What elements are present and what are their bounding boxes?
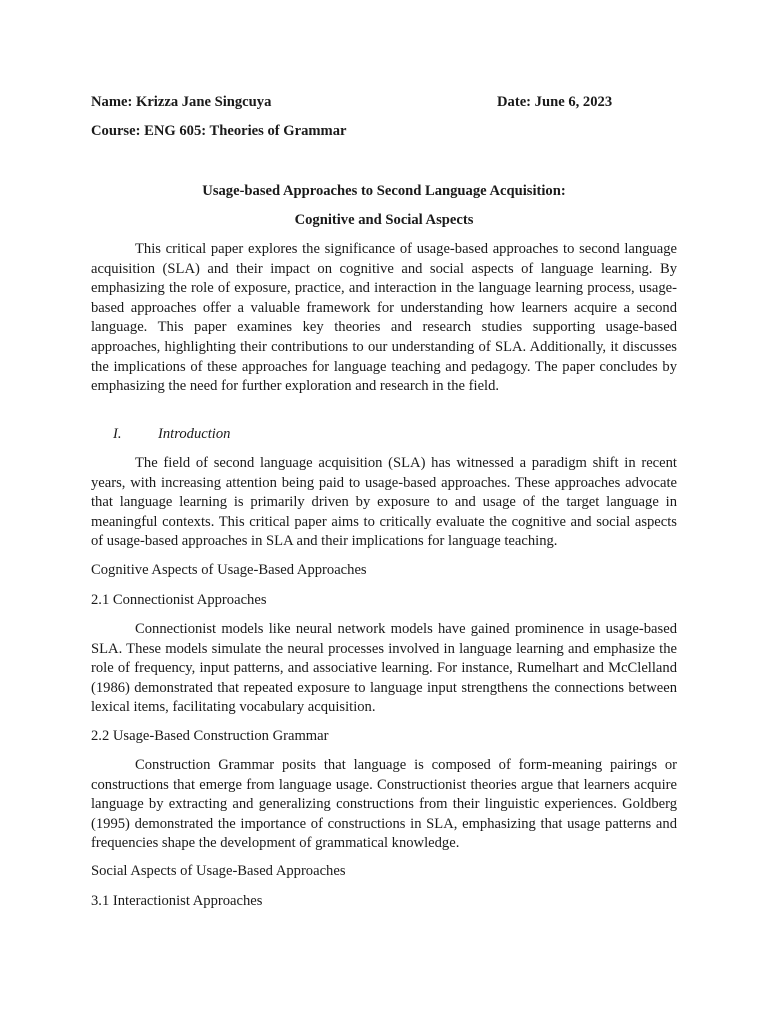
section-title: Introduction	[158, 426, 231, 442]
subsection-heading-construction-grammar: 2.2 Usage-Based Construction Grammar	[91, 728, 329, 744]
section-heading-cognitive: Cognitive Aspects of Usage-Based Approaches	[91, 562, 367, 578]
introduction-paragraph: The field of second language acquisition (SLA) has witnessed a paradigm shift in recent years, with increasing attention being paid to usage-based approaches. These approaches advocate that language learning is primarily driven by exposure to and usage of the target language in meaningful contexts. This critical paper aims to critically evaluate the cognitive and social aspects of usage-based approaches in SLA and their implications for language teaching.	[91, 455, 677, 550]
abstract-paragraph: This critical paper explores the significance of usage-based approaches to second language acquisition (SLA) and their impact on cognitive and social aspects of language learning. By emphasizing the role of exposure, practice, and interaction in the language learning process, usage-based approaches offer a valuable framework for understanding how learners acquire a second language. This paper examines key theories and research studies supporting usage-based approaches, highlighting their contributions to our understanding of SLA. Additionally, it discusses the implications of these approaches for language teaching and pedagogy. The paper concludes by emphasizing the need for further exploration and research in the field.	[91, 241, 677, 395]
section-heading-introduction	[113, 425, 230, 445]
construction-grammar-paragraph: Construction Grammar posits that language is composed of form-meaning pairings or constructions that emerge from language usage. Constructionist theories argue that learners acquire language by extracting and generalizing constructions from their linguistic experiences. Goldberg (1995) demonstrated the importance of constructions in SLA, emphasizing that usage patterns and frequencies shape the development of grammatical knowledge.	[91, 757, 677, 852]
section-number: I.	[113, 426, 122, 442]
subsection-heading-interactionist: 3.1 Interactionist Approaches	[91, 893, 263, 909]
student-name: Name: Krizza Jane Singcuya	[91, 94, 272, 110]
section-heading-social: Social Aspects of Usage-Based Approaches	[91, 863, 346, 879]
connectionist-paragraph: Connectionist models like neural network models have gained prominence in usage-based SLA. These models simulate the neural processes involved in language learning and emphasize the role of frequency, input patterns, and associative learning. For instance, Rumelhart and McClelland (1986) demonstrated that repeated exposure to language input strengthens the connections between lexical items, facilitating vocabulary acquisition.	[91, 621, 677, 716]
paper-title-line-1: Usage-based Approaches to Second Language Acquisition:	[202, 183, 566, 199]
paper-title-line-2: Cognitive and Social Aspects	[294, 212, 474, 228]
paper-date: Date: June 6, 2023	[497, 94, 613, 110]
course-line: Course: ENG 605: Theories of Grammar	[91, 123, 347, 139]
document-page	[91, 0, 677, 1024]
subsection-heading-connectionist: 2.1 Connectionist Approaches	[91, 592, 267, 608]
